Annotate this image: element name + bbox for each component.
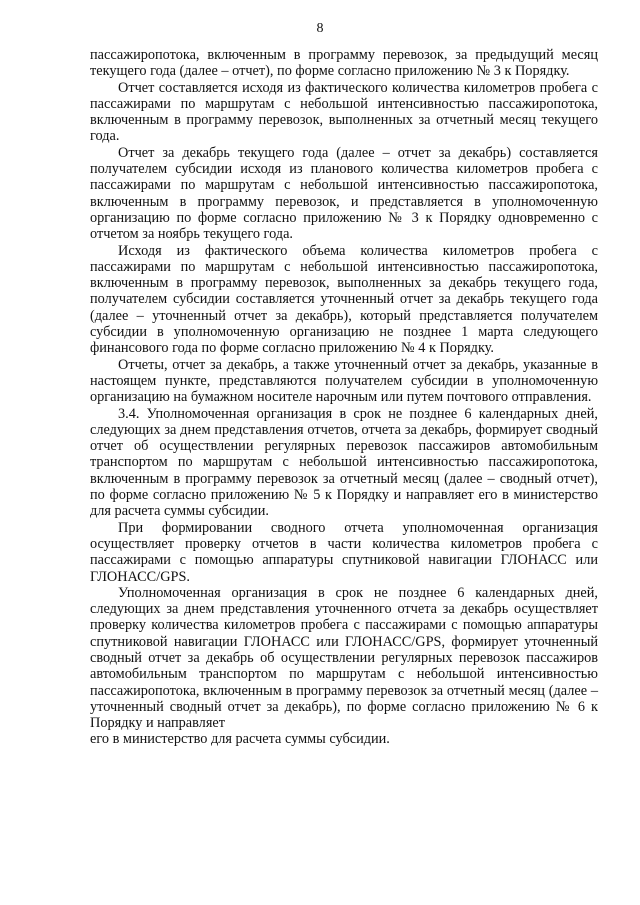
paragraph-section-3-4: 3.4. Уполномоченная организация в срок не позднее 6 календарных дней, следующих за днем представления отчетов, отчета за декабрь, формирует сводный отчет об осуществлении регулярных перевозок пассажиров автомобильным транспортом по маршрутам с небольшой интенсивностью пассажиропотока, включенным в программу перевозок за отчетный месяц (далее – сводный отчет), по форме согласно приложению № 5 к Порядку и направляет его в министерство для расчета суммы субсидии. <box>90 405 598 520</box>
paragraph-glonass-check: При формировании сводного отчета уполномоченная организация осуществляет проверку отчетов в части количества километров пробега с пассажирами с помощью аппаратуры спутниковой навигации ГЛОНАСС или ГЛОНАСС/GPS. <box>90 519 598 585</box>
paragraph-final-line: его в министерство для расчета суммы субсидии. <box>90 731 390 748</box>
paragraph-refined-summary-report: Уполномоченная организация в срок не позднее 6 календарных дней, следующих за днем представления уточненного отчета за декабрь осуществляет проверку количества километров пробега с пассажирами с помощью аппаратуры спутниковой навигации ГЛОНАСС или ГЛОНАСС/GPS, формирует уточненный сводный отчет за декабрь об осуществлении регулярных перевозок пассажиров автомобильным транспортом по маршрутам с небольшой интенсивностью пассажиропотока, включенным в программу перевозок за отчетный месяц (далее – уточненный сводный отчет за декабрь), по форме согласно приложению № 6 к Порядку и направляет <box>90 584 598 732</box>
page-number: 8 <box>316 21 324 36</box>
paragraph-december-report: Отчет за декабрь текущего года (далее – отчет за декабрь) составляется получателем субсидии исходя из планового количества километров пробега с пассажирами по маршрутам с небольшой интенсивностью пассажиропотока, включенным в программу перевозок, и представляется в уполномоченную организацию по форме согласно приложению № 3 к Порядку одновременно с отчетом за ноябрь текущего года. <box>90 144 598 243</box>
document-body <box>90 47 598 748</box>
paragraph-continuation: пассажиропотока, включенным в программу перевозок, за предыдущий месяц текущего года (далее – отчет), по форме согласно приложению № 3 к Порядку. <box>90 47 598 80</box>
paragraph-report-composition: Отчет составляется исходя из фактического количества километров пробега с пассажирами по маршрутам с небольшой интенсивностью пассажиропотока, включенным в программу перевозок, выполненных за отчетный месяц текущего года. <box>90 79 598 145</box>
paragraph-refined-december-report: Исходя из фактического объема количества километров пробега с пассажирами по маршрутам с небольшой интенсивностью пассажиропотока, включенным в программу перевозок, выполненных за декабрь текущего года, получателем субсидии составляется уточненный отчет за декабрь текущего года (далее – уточненный отчет за декабрь), который представляется получателем субсидии в уполномоченную организацию не позднее 1 марта следующего финансового года по форме согласно приложению № 4 к Порядку. <box>90 242 598 357</box>
paragraph-submission-method: Отчеты, отчет за декабрь, а также уточненный отчет за декабрь, указанные в настоящем пункте, представляются получателем субсидии в уполномоченную организацию на бумажном носителе нарочным или путем почтового отправления. <box>90 356 598 406</box>
